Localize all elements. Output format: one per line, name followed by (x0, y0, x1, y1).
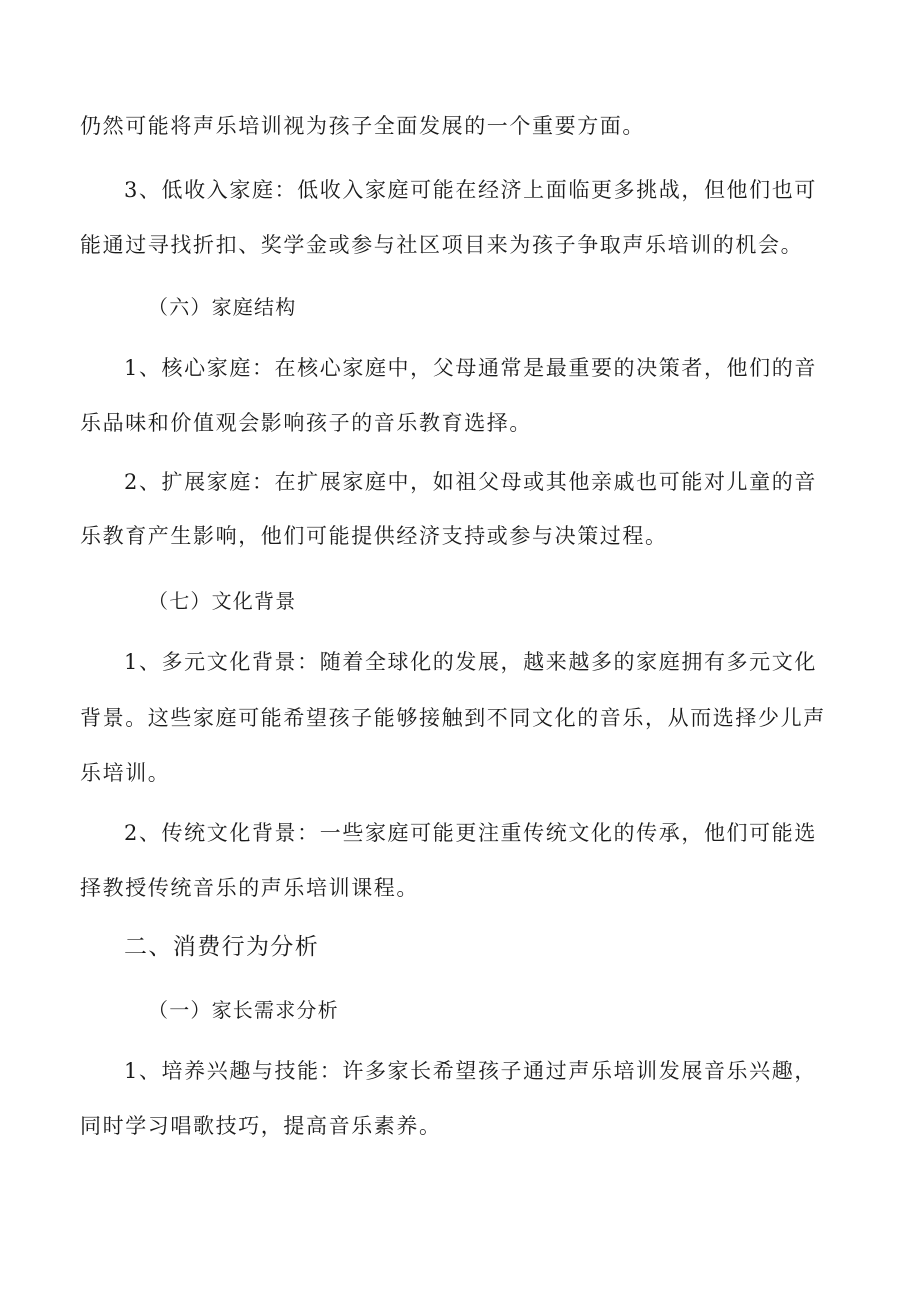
paragraph-line: 1、多元文化背景：随着全球化的发展，越来越多的家庭拥有多元文化 (124, 650, 817, 674)
paragraph-line: 背景。这些家庭可能希望孩子能够接触到不同文化的音乐，从而选择少儿声 (80, 706, 826, 730)
paragraph-line: 2、传统文化背景：一些家庭可能更注重传统文化的传承，他们可能选 (124, 821, 817, 845)
paragraph-line: 乐教育产生影响，他们可能提供经济支持或参与决策过程。 (80, 524, 668, 548)
paragraph-line: 乐培训。 (80, 761, 171, 785)
section-heading: （六）家庭结构 (148, 295, 297, 319)
paragraph-line: 仍然可能将声乐培训视为孩子全面发展的一个重要方面。 (80, 114, 645, 138)
paragraph-line: 3、低收入家庭：低收入家庭可能在经济上面临更多挑战，但他们也可 (124, 178, 817, 202)
paragraph-line: 1、培养兴趣与技能：许多家长希望孩子通过声乐培训发展音乐兴趣， (124, 1059, 817, 1083)
paragraph-line: 乐品味和价值观会影响孩子的音乐教育选择。 (80, 411, 532, 435)
paragraph-line: 1、核心家庭：在核心家庭中，父母通常是最重要的决策者，他们的音 (124, 356, 817, 380)
section-heading: （七）文化背景 (148, 589, 297, 613)
paragraph-line: 能通过寻找折扣、奖学金或参与社区项目来为孩子争取声乐培训的机会。 (80, 233, 804, 257)
paragraph-line: 2、扩展家庭：在扩展家庭中，如祖父母或其他亲戚也可能对儿童的音 (124, 470, 817, 494)
section-heading: （一）家长需求分析 (148, 998, 339, 1022)
chapter-heading: 二、消费行为分析 (124, 934, 320, 960)
paragraph-line: 择教授传统音乐的声乐培训课程。 (80, 876, 419, 900)
paragraph-line: 同时学习唱歌技巧，提高音乐素养。 (80, 1114, 442, 1138)
